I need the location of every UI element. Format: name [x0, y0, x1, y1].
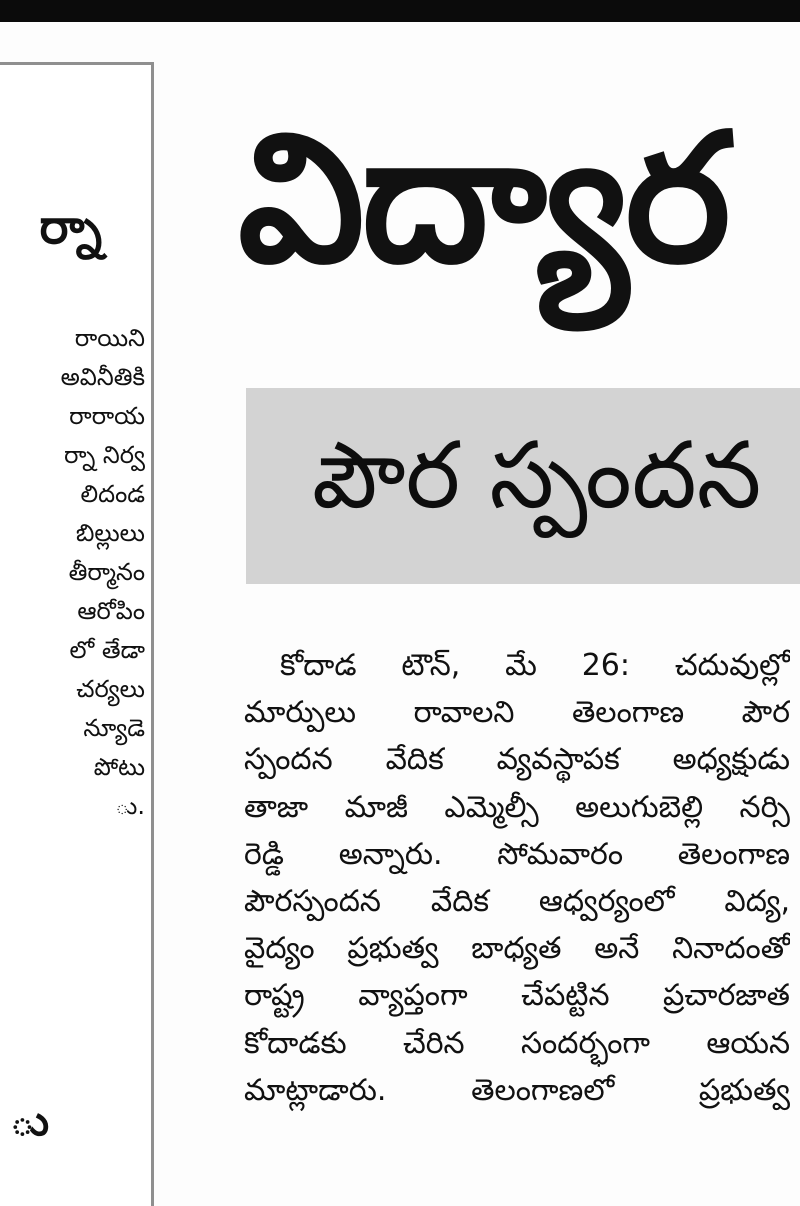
left-text-line: లో తేడా [69, 636, 145, 664]
subheading-text: పౌర స్పందన [312, 422, 762, 529]
article-body [244, 642, 790, 1114]
subheading-banner [246, 388, 800, 584]
body-line: కోదాడ టౌన్, మే 26: చదువుల్లో [280, 648, 790, 683]
left-text-line: ర్నా నిర్వ [64, 441, 145, 469]
left-text-line: పోటు [93, 753, 145, 781]
body-line: స్పందన వేదిక వ్యవస్థాపక అధ్యక్షుడు [244, 742, 790, 778]
left-text-line: తీర్మానం [68, 558, 145, 586]
body-line: మాట్లాడారు. తెలంగాణలో ప్రభుత్వ [244, 1072, 790, 1108]
left-text-line: ఆరోపిం [77, 597, 145, 625]
body-line: పౌరస్పందన వేదిక ఆధ్వర్యంలో విద్య, [244, 883, 790, 919]
body-line: రాష్ట్ర వ్యాప్తంగా చేపట్టిన ప్రచారజాత [244, 978, 790, 1014]
left-text-line: ు. [115, 792, 145, 820]
left-column-next-heading: ు [10, 1096, 49, 1145]
left-text-line: అవినీతికి [60, 363, 145, 391]
left-column-heading: ర్నా [39, 199, 101, 255]
left-text-line: రారాయ [69, 402, 145, 430]
left-text-line: బిల్లులు [75, 519, 145, 547]
body-line: రెడ్డి అన్నారు. సోమవారం తెలంగాణ [244, 836, 790, 872]
left-text-line: న్యూడె [83, 714, 145, 742]
left-text-line: రాయిని [74, 324, 145, 352]
left-column-article [0, 62, 154, 1206]
left-text-line: లిదండ [80, 480, 145, 508]
left-text-line: చర్యలు [76, 675, 145, 703]
article-headline: విద్యార [238, 95, 728, 302]
body-line: మార్పులు రావాలని తెలంగాణ పౌర [244, 695, 790, 731]
body-line: వైద్యం ప్రభుత్వ బాధ్యత అనే నినాదంతో [244, 931, 790, 967]
body-line: తాజా మాజీ ఎమ్మెల్సీ అలుగుబెల్లి నర్సి [244, 789, 790, 825]
body-line: కోదాడకు చేరిన సందర్భంగా ఆయన [244, 1025, 790, 1061]
left-column-text [0, 319, 145, 826]
top-border-bar [0, 0, 800, 22]
